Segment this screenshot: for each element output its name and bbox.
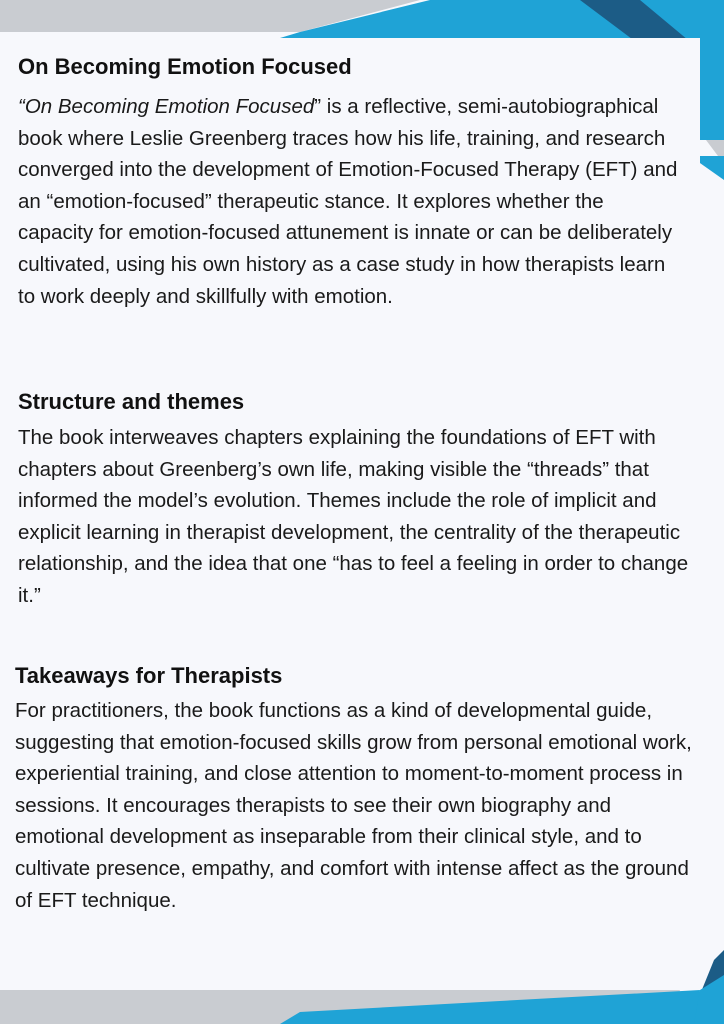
section-heading-takeaways: Takeaways for Therapists [15, 663, 283, 688]
section-heading-on-becoming: On Becoming Emotion Focused [18, 54, 352, 79]
section-paragraph-structure: The book interweaves chapters explaining the foundations of EFT with chapters about Greenberg’s own life, making visible the “threads” that informed the model’s evolution. Themes include the role of implicit and explicit learning in therapist development, the centrality of the therapeutic relationship, and the idea that one “has to feel a feeling in order to change it.” [18, 426, 689, 607]
section-heading-structure: Structure and themes [18, 389, 245, 414]
section-paragraph-takeaways: For practitioners, the book functions as a kind of developmental guide, suggesting that emotion-focused skills grow from personal emotional work, experiential training, and close attention to moment-to-moment process in sessions. It encourages therapists to see their own biography and emotional development as inseparable from their clinical style, and to cultivate presence, empathy, and comfort with intense affect as the ground of EFT technique. [15, 699, 692, 912]
paragraph-text: ” is a reflective, semi-autobiographical book where Leslie Greenberg traces how his life, training, and research converged into the development of Emotion-Focused Therapy (EFT) and an “emotion-focused” therapeutic stance. It explores whether the capacity for emotion-focused attunement is innate or can be deliberately cultivated, using his own history as a case study in how therapists learn to work deeply and skillfully with emotion. [18, 95, 678, 308]
section-paragraph-on-becoming [18, 91, 683, 312]
book-title-italic: “On Becoming Emotion Focused [18, 95, 315, 118]
